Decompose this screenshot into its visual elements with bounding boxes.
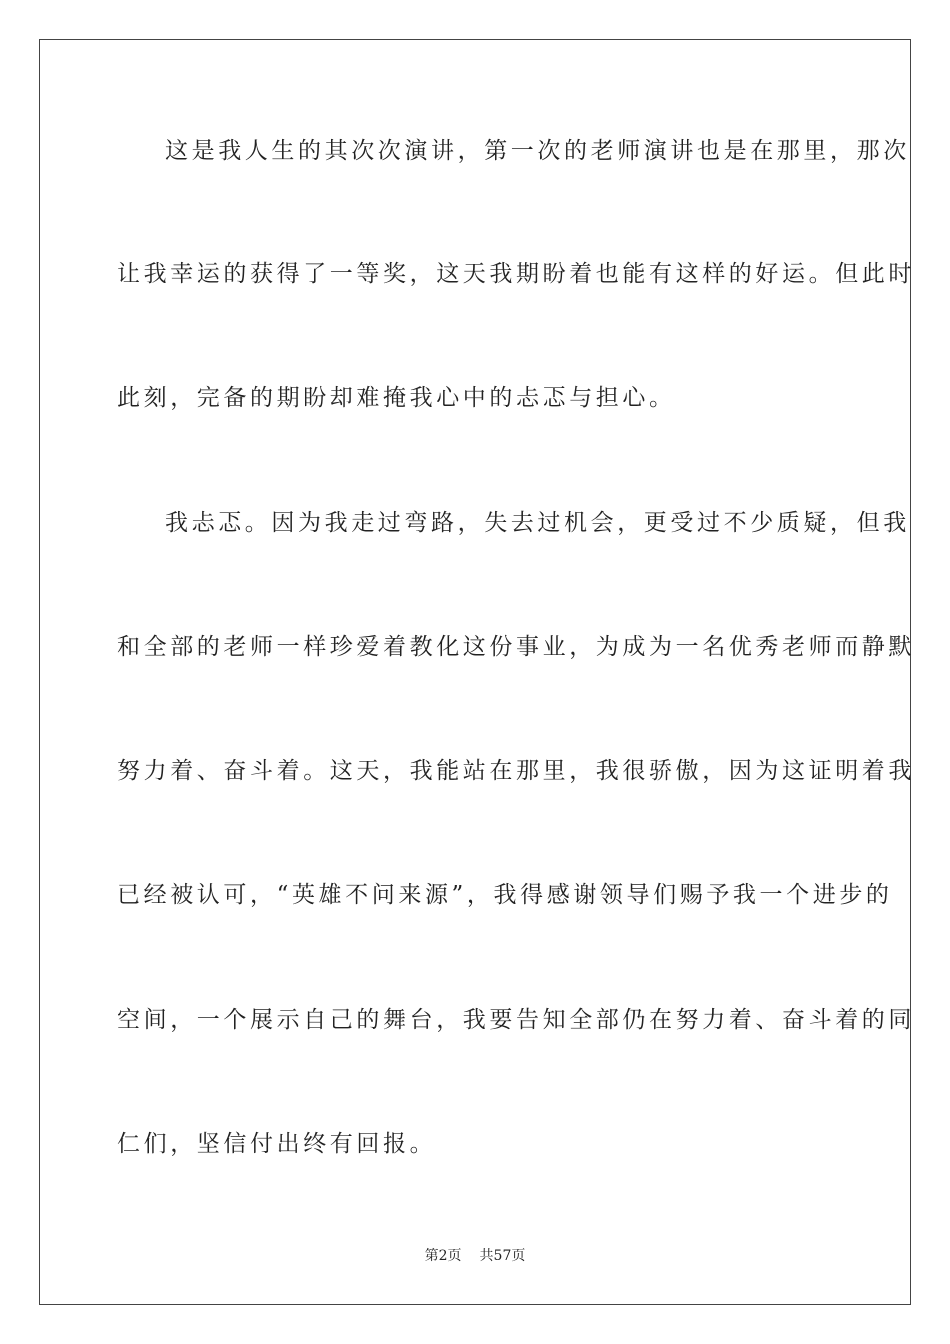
paragraph-2-line-3: 努力着、奋斗着。这天，我能站在那里，我很骄傲，因为这证明着我 (117, 758, 915, 784)
page-footer (0, 1247, 950, 1265)
paragraph-2-line-5: 空间，一个展示自己的舞台，我要告知全部仍在努力着、奋斗着的同 (117, 1007, 915, 1033)
page-number: 第2页 (424, 1248, 462, 1264)
paragraph-2-line-6: 仁们，坚信付出终有回报。 (117, 1131, 437, 1157)
paragraph-1-line-3: 此刻，完备的期盼却难掩我心中的忐忑与担心。 (117, 385, 676, 411)
paragraph-1-line-1: 这是我人生的其次次演讲，第一次的老师演讲也是在那里，那次 (165, 138, 910, 164)
page-border (39, 39, 915, 1305)
paragraph-1-line-2: 让我幸运的获得了一等奖，这天我期盼着也能有这样的好运。但此时 (117, 261, 915, 287)
paragraph-2-line-1: 我忐忑。因为我走过弯路，失去过机会，更受过不少质疑，但我 (165, 510, 910, 536)
total-pages: 共57页 (479, 1248, 526, 1264)
paragraph-2-line-2: 和全部的老师一样珍爱着教化这份事业，为成为一名优秀老师而静默 (117, 634, 915, 660)
paragraph-2-line-4: 已经被认可，“英雄不问来源”，我得感谢领导们赐予我一个进步的 (117, 882, 893, 908)
